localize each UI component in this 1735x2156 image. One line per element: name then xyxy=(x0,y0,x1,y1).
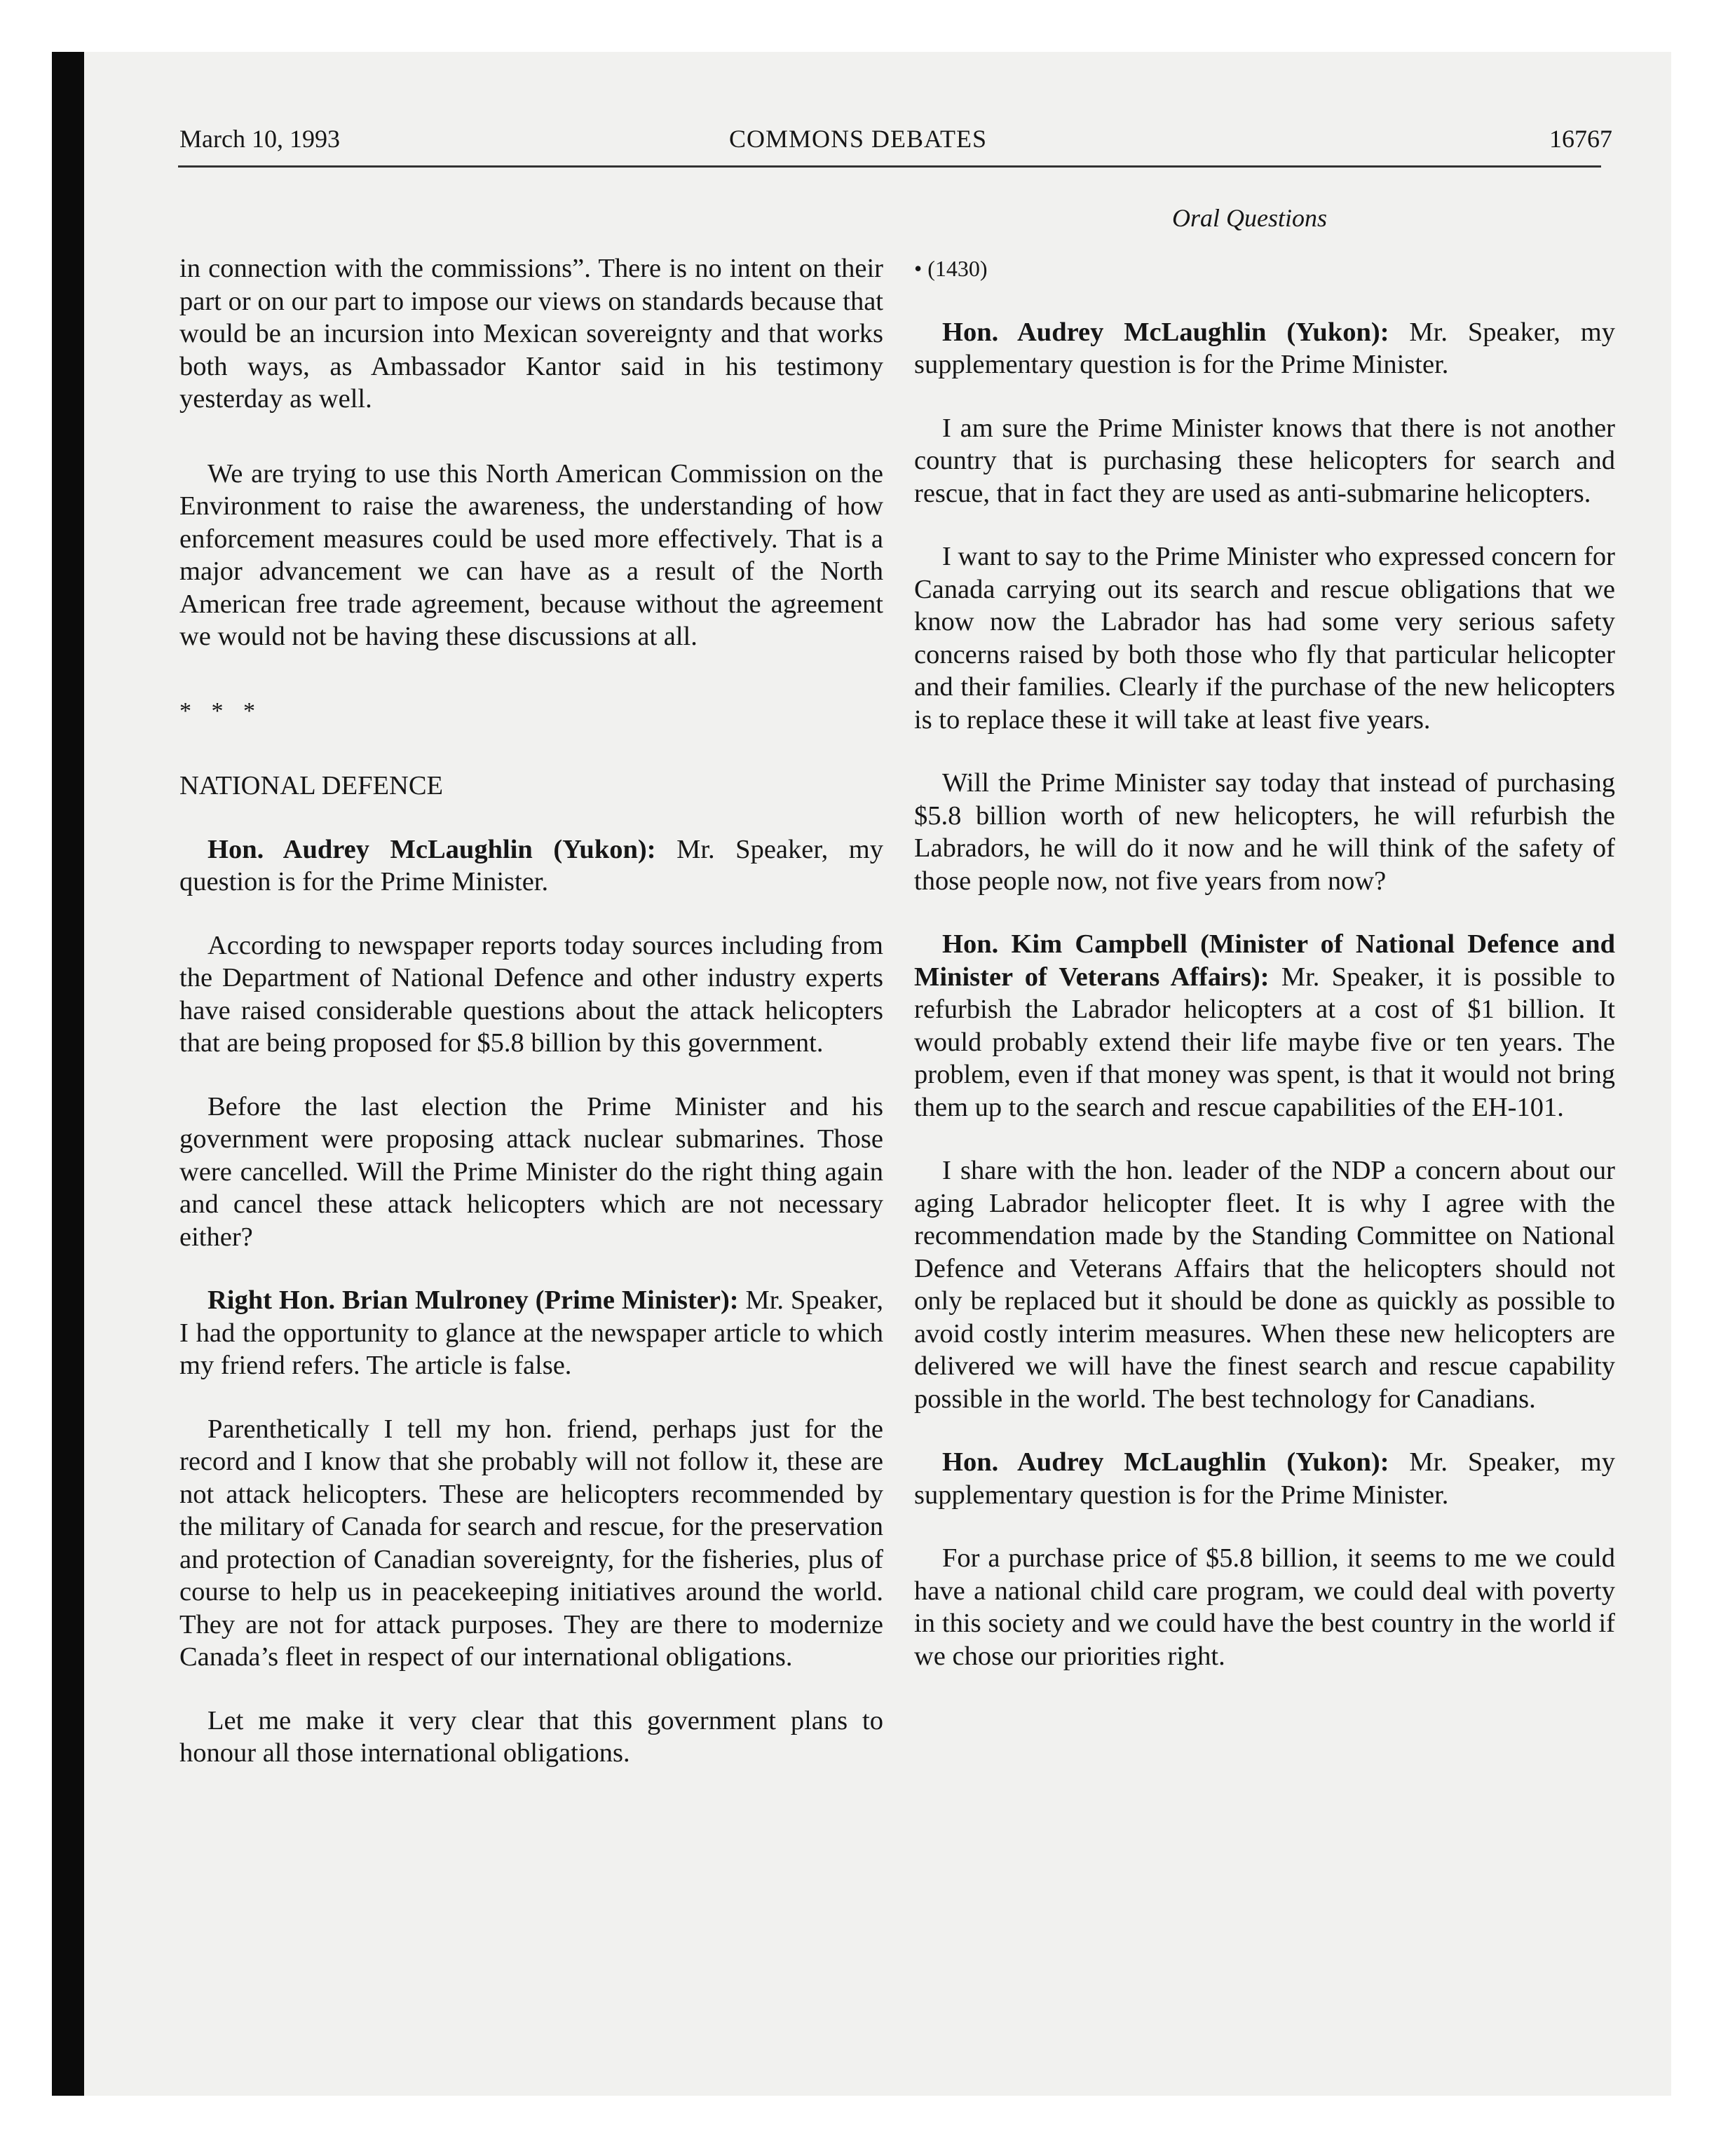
paragraph: I share with the hon. leader of the NDP a concern about our aging Labrador helicopter fleet. It is why I agree with the recommendation made by the Standing Committee on National Defence and Veterans Affairs that the helicopters should not only be replaced but it should be done as quickly as possible to avoid costly interim measures. When these new helicopters are delivered we will have the finest search and rescue capability possible in the world. The best technology for Canadians. xyxy=(914,1156,1615,1414)
section-title: Oral Questions xyxy=(1172,204,1328,232)
speaker-name: Hon. Audrey McLaughlin (Yukon): xyxy=(942,1447,1389,1477)
speaker-name: Hon. Kim Campbell (Minister of National Defence and Minister of Veterans Affairs): xyxy=(914,929,1615,992)
binding-edge xyxy=(52,52,84,2096)
speaker-name: Right Hon. Brian Mulroney (Prime Minister): xyxy=(207,1285,739,1315)
speech-text: Mr. Speaker, my supplementary question is for the Prime Minister. xyxy=(914,1447,1615,1510)
section-separator: * * * xyxy=(179,697,262,724)
section-heading: NATIONAL DEFENCE xyxy=(179,771,444,800)
right-column xyxy=(914,252,1615,1672)
paragraph: Before the last election the Prime Minister and his government were proposing attack nuclear submarines. Those were cancelled. Will the Prime Minister do the right thing again and cancel these attack helicopters which are not necessary either? xyxy=(179,1091,883,1252)
speech-text: Mr. Speaker, it is possible to refurbish the Labrador helicopters at a cost of $1 billion. It would probably extend their life maybe five or ten years. The problem, even if that money was spent, is that it would not bring them up to the search and rescue capabilities of the EH-101. xyxy=(914,962,1616,1122)
header-date: March 10, 1993 xyxy=(179,125,340,153)
paragraph: I am sure the Prime Minister knows that there is not another country that is purchasing these helicopters for search and rescue, that in fact they are used as anti-submarine helicopters. xyxy=(914,413,1615,508)
time-marker: • (1430) xyxy=(914,256,988,281)
speech-text: Mr. Speaker, my question is for the Prime Minister. xyxy=(179,834,883,896)
left-column xyxy=(179,252,883,1770)
speech xyxy=(179,1284,883,1382)
paragraph: Parenthetically I tell my hon. friend, perhaps just for the record and I know that she probably will not follow it, these are not attack helicopters. These are helicopters recommended by the military of Canada for search and rescue, for the preservation and protection of Canadian sovereignty, for the fisheries, plus of course to help us in peacekeeping initiatives around the world. They are not for attack purposes. They are there to modernize Canada’s fleet in respect of our international obligations. xyxy=(179,1414,883,1672)
paragraph: Will the Prime Minister say today that instead of purchasing $5.8 billion worth of new helicopters, he will refurbish the Labradors, he will do it now and he will think of the safety of those people now, not five years from now? xyxy=(914,768,1615,896)
paragraph: I want to say to the Prime Minister who expressed concern for Canada carrying out its search and rescue obligations that we know now the Labrador has had some very serious safety concerns raised by both those who fly that particular helicopter and their families. Clearly if the purchase of the new helicopters is to replace these it will take at least five years. xyxy=(914,542,1615,735)
speech xyxy=(179,833,883,899)
speech-text: Mr. Speaker, my supplementary question is for the Prime Minister. xyxy=(914,317,1615,379)
header-title: COMMONS DEBATES xyxy=(729,125,988,153)
paragraph: in connection with the commissions”. There is no intent on their part or on our part to impose our views on standards because that would be an incursion into Mexican sovereignty and that works both ways, as Ambassador Kantor said in his testimony yesterday as well. xyxy=(179,254,883,414)
page-number: 16767 xyxy=(1549,125,1612,153)
speech xyxy=(914,928,1615,1124)
paragraph: According to newspaper reports today sources including from the Department of National Defence and other industry experts have raised considerable questions about the attack helicopters that are being proposed for $5.8 billion by this government. xyxy=(179,930,883,1058)
speaker-name: Hon. Audrey McLaughlin (Yukon): xyxy=(942,317,1389,347)
speech-text: Mr. Speaker, I had the opportunity to glance at the newspaper article to which my friend refers. The article is false. xyxy=(179,1285,883,1380)
header-rule xyxy=(178,165,1601,168)
paragraph: Let me make it very clear that this government plans to honour all those international obligations. xyxy=(179,1705,883,1768)
speaker-name: Hon. Audrey McLaughlin (Yukon): xyxy=(207,834,656,864)
speech xyxy=(914,1446,1615,1511)
speech xyxy=(914,316,1615,381)
paragraph: We are trying to use this North American Commission on the Environment to raise the awareness, the understanding of how enforcement measures could be used more effectively. That is a major advancement we can have as a result of the North American free trade agreement, because without the agreement we would not be having these discussions at all. xyxy=(179,458,883,651)
paragraph: For a purchase price of $5.8 billion, it seems to me we could have a national child care program, we could deal with poverty in this society and we could have the best country in the world if we chose our priorities right. xyxy=(914,1543,1615,1671)
